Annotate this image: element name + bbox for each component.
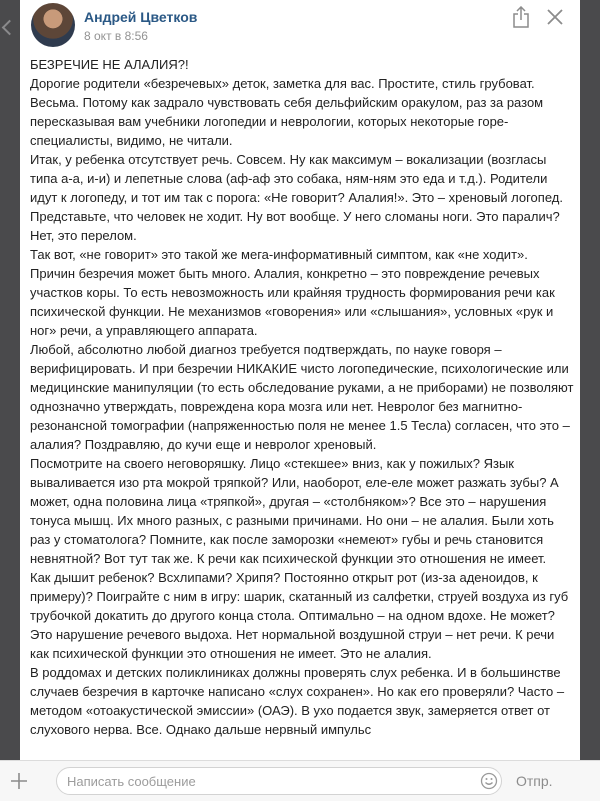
- post-paragraph: Как дышит ребенок? Всхлипами? Хрипя? Постоянно открыт рот (из-за аденоидов, к примеру)? Поиграйте с ним в игру: шарик, скатанный из салфетки, струей воздуха из губ трубочкой докатить до другого конца стола. Оптимально – на одном вдохе. Не может? Это нарушение речевого выдоха. Нет нормальной воздушной струи – нет речи. К речи как психической функции это отношения не имеет. Это не алалия.: [30, 570, 569, 661]
- next-post-strip[interactable]: [580, 0, 600, 760]
- post-header: [20, 0, 580, 52]
- post-text: [30, 55, 575, 739]
- previous-post-strip[interactable]: [0, 0, 20, 760]
- post-paragraph: Любой, абсолютно любой диагноз требуется подтверждать, по науке говоря – верифицировать. И при безречии НИКАКИЕ чисто логопедические, психологические или медицинские манипуляции (то есть обследование руками, а не приборами) не позволяют однозначно утверждать, повреждена кора мозга или нет. Невролог без магнитно-резонансной томографии (напряженностью поля не менее 1.5 Тесла) согласен, что это – алалия? Поздравляю, до кучи еще и невролог хреновый.: [30, 342, 574, 452]
- post-paragraph: Представьте, что человек не ходит. Ну вот вообще. У него сломаны ноги. Это паралич? Нет, это перелом.: [30, 209, 560, 243]
- avatar[interactable]: [31, 3, 75, 47]
- post-time[interactable]: 8 окт в 8:56: [84, 29, 148, 43]
- plus-icon[interactable]: [9, 771, 29, 791]
- post-paragraph: Так вот, «не говорит» это такой же мега-информативный симптом, как «не ходит». Причин безречия может быть много. Алалия, конкретно – это повреждение речевых участков коры. То есть невозможность или крайняя трудность формирования речи как психической функции. Не механизмов «говорения» или «слышания», условных «рук и ног» речи, а управляющего аппарата.: [30, 247, 555, 338]
- message-composer: [0, 760, 600, 801]
- send-button[interactable]: Отпр.: [516, 771, 592, 791]
- post-heading: БЕЗРЕЧИЕ НЕ АЛАЛИЯ?!: [30, 57, 189, 72]
- post-paragraph: Итак, у ребенка отсутствует речь. Совсем. Ну как максимум – вокализации (возгласы типа а-а, и-и) и лепетные слова (аф-аф это собака, ням-ням это еда и т.д.). Родители идут к логопеду, и тот им так с порога: «Не говорит? Алалия!». Это – хреновый логопед.: [30, 152, 563, 205]
- post-paragraph: Дорогие родители «безречевых» деток, заметка для вас. Простите, стиль грубоват. Весьма. Потому как задрало чувствовать себя дельфийским оракулом, раз за разом пересказывая вам учебники логопедии и неврологии, которых некоторые горе-специалисты, видимо, не читали.: [30, 76, 544, 148]
- author-name[interactable]: Андрей Цветков: [84, 9, 198, 25]
- post-paragraph: В роддомах и детских поликлиниках должны проверять слух ребенка. И в большинстве случаев безречия в карточке написано «слух сохранен». Но как его проверяли? Часто – методом «отоакустической эмиссии» (ОАЭ). В ухо подается звук, замеряется ответ от слухового нерва. Все. Однако дальше нервный импульс: [30, 665, 565, 737]
- post-paragraph: Посмотрите на своего неговоряшку. Лицо «стекшее» вниз, как у пожилых? Язык вываливается изо рта мокрой тряпкой? Или, наоборот, еле-еле может разжать зубы? А может, одна половина лица «тряпкой», другая – «столбняком»? Все это – нарушения тонуса мышц. Их много разных, с разными причинами. Но они – не алалия. Были хоть раз у стоматолога? Помните, как после заморозки «немеют» губы и речь становится невнятной? Вот тут так же. К речи как психической функции это отношения не имеет.: [30, 456, 559, 566]
- share-icon[interactable]: [511, 6, 531, 28]
- close-icon[interactable]: [546, 8, 564, 26]
- post-card: [20, 0, 580, 760]
- chevron-left-icon: [2, 20, 18, 36]
- message-input[interactable]: [56, 767, 502, 795]
- smile-icon[interactable]: [480, 772, 498, 790]
